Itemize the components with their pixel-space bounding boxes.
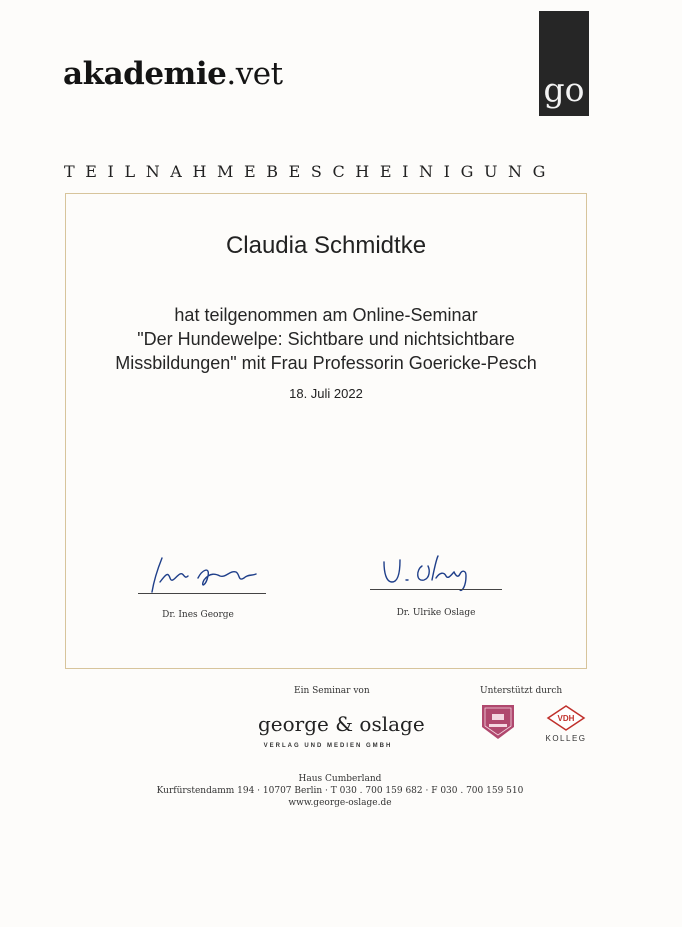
- participation-line-1: hat teilgenommen am Online-Seminar: [174, 305, 478, 325]
- participant-name: Claudia Schmidtke: [225, 232, 427, 259]
- signature-line-1: [138, 593, 266, 594]
- signatory-2-name: Dr. Ulrike Oslage: [396, 608, 476, 618]
- seminar-date: 18. Juli 2022: [289, 386, 363, 401]
- seminar-by-label: Ein Seminar von: [294, 686, 370, 696]
- certificate-heading: TEILNAHMEBESCHEINIGUNG: [64, 162, 557, 181]
- signature-line-2: [370, 589, 502, 590]
- certificate-frame: [65, 193, 587, 669]
- publisher-subtitle: VERLAG UND MEDIEN GMBH: [263, 743, 393, 749]
- vdh-kolleg-logo: [540, 704, 592, 744]
- brand-bold: akademie: [63, 56, 227, 92]
- breeders-club-badge: [480, 703, 516, 741]
- participation-line-3: Missbildungen" mit Frau Professorin Goericke-Pesch: [115, 353, 537, 373]
- signatory-1-name: Dr. Ines George: [162, 610, 234, 620]
- brand-logo: [63, 56, 283, 92]
- go-logo-box: [539, 11, 589, 116]
- publisher-logo: george & oslage: [258, 712, 425, 736]
- supported-by-label: Unterstützt durch: [480, 686, 563, 696]
- vdh-text: VDH: [557, 714, 575, 723]
- address-line-1: Haus Cumberland: [298, 774, 382, 784]
- participation-line-2: "Der Hundewelpe: Sichtbare und nichtsichtbare: [137, 329, 515, 349]
- brand-light: .vet: [226, 56, 283, 92]
- address-line-2: Kurfürstendamm 194 · 10707 Berlin · T 030 . 700 159 682 · F 030 . 700 159 510: [156, 786, 524, 796]
- signature-ulrike-oslage: [370, 548, 490, 593]
- website-link[interactable]: www.george-oslage.de: [288, 798, 392, 808]
- signature-ines-george: [140, 552, 270, 597]
- go-logo-glyph: go: [543, 70, 585, 109]
- kolleg-text: KOLLEG: [545, 734, 587, 743]
